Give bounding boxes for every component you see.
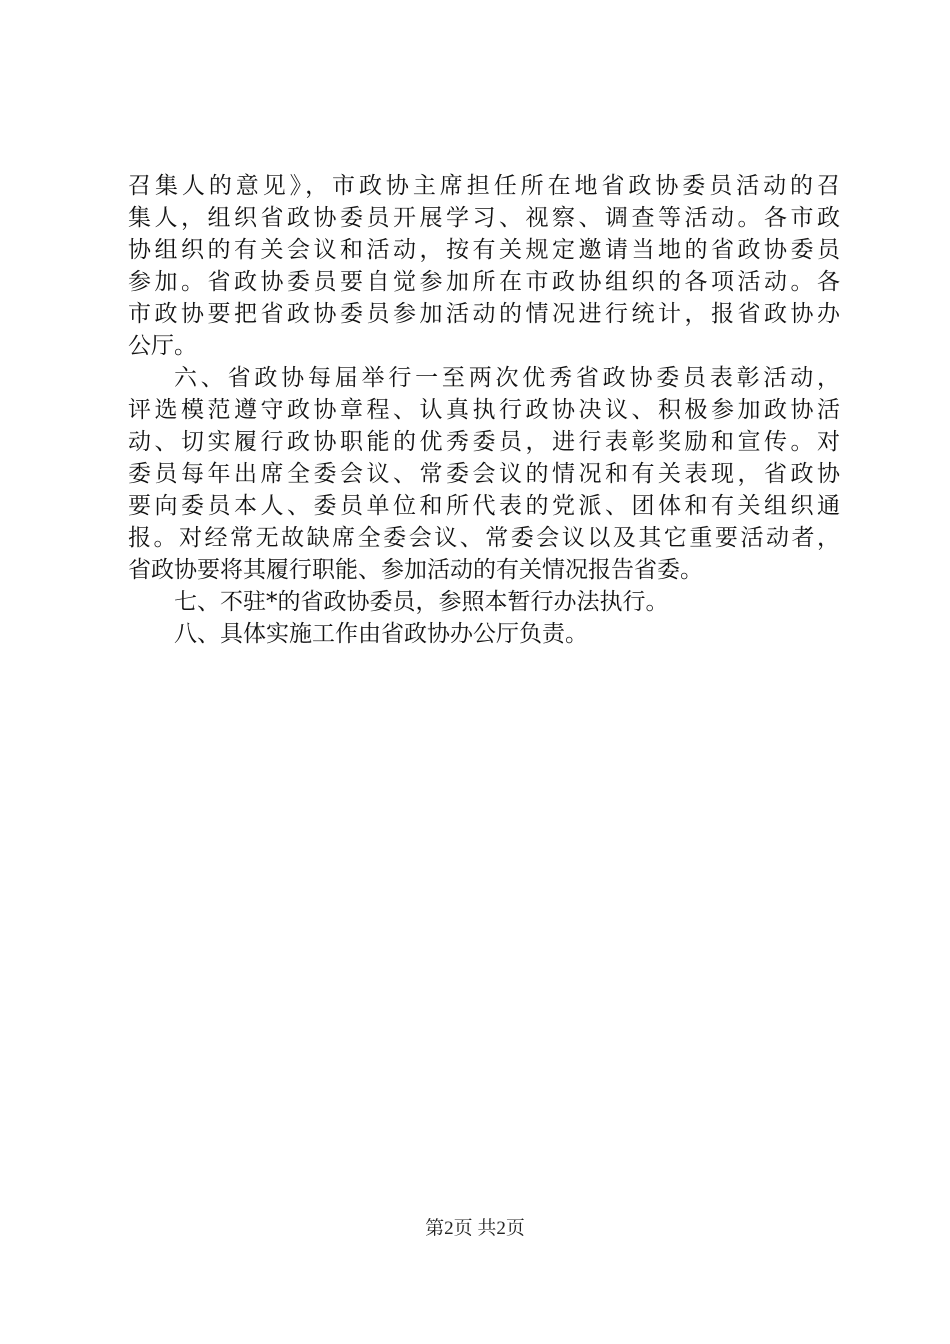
text-line: 召集人的意见》，市政协主席担任所在地省政协委员活动的召 [128,173,840,199]
text-line: 委员每年出席全委会议、常委会议的情况和有关表现，省政协 [128,461,840,487]
text-line: 七、不驻*的省政协委员，参照本暂行办法执行。 [174,589,669,615]
text-line: 参加。省政协委员要自觉参加所在市政协组织的各项活动。各 [128,269,840,295]
text-line: 动、切实履行政协职能的优秀委员，进行表彰奖励和宣传。对 [128,429,840,455]
page-number-footer: 第2页 共2页 [425,1218,525,1239]
text-line: 评选模范遵守政协章程、认真执行政协决议、积极参加政协活 [128,397,840,423]
text-line: 集人，组织省政协委员开展学习、视察、调查等活动。各市政 [128,205,840,231]
text-line: 六、省政协每届举行一至两次优秀省政协委员表彰活动， [174,365,840,391]
text-line: 市政协要把省政协委员参加活动的情况进行统计，报省政协办 [128,301,840,327]
text-line: 八、具体实施工作由省政协办公厅负责。 [174,621,588,647]
text-line: 省政协要将其履行职能、参加活动的有关情况报告省委。 [128,557,703,583]
document-body [128,170,840,650]
text-line: 要向委员本人、委员单位和所代表的党派、团体和有关组织通 [128,493,840,519]
text-line: 报。对经常无故缺席全委会议、常委会议以及其它重要活动者， [128,525,840,551]
text-line: 协组织的有关会议和活动，按有关规定邀请当地的省政协委员 [128,237,840,263]
text-line: 公厅。 [128,333,197,359]
